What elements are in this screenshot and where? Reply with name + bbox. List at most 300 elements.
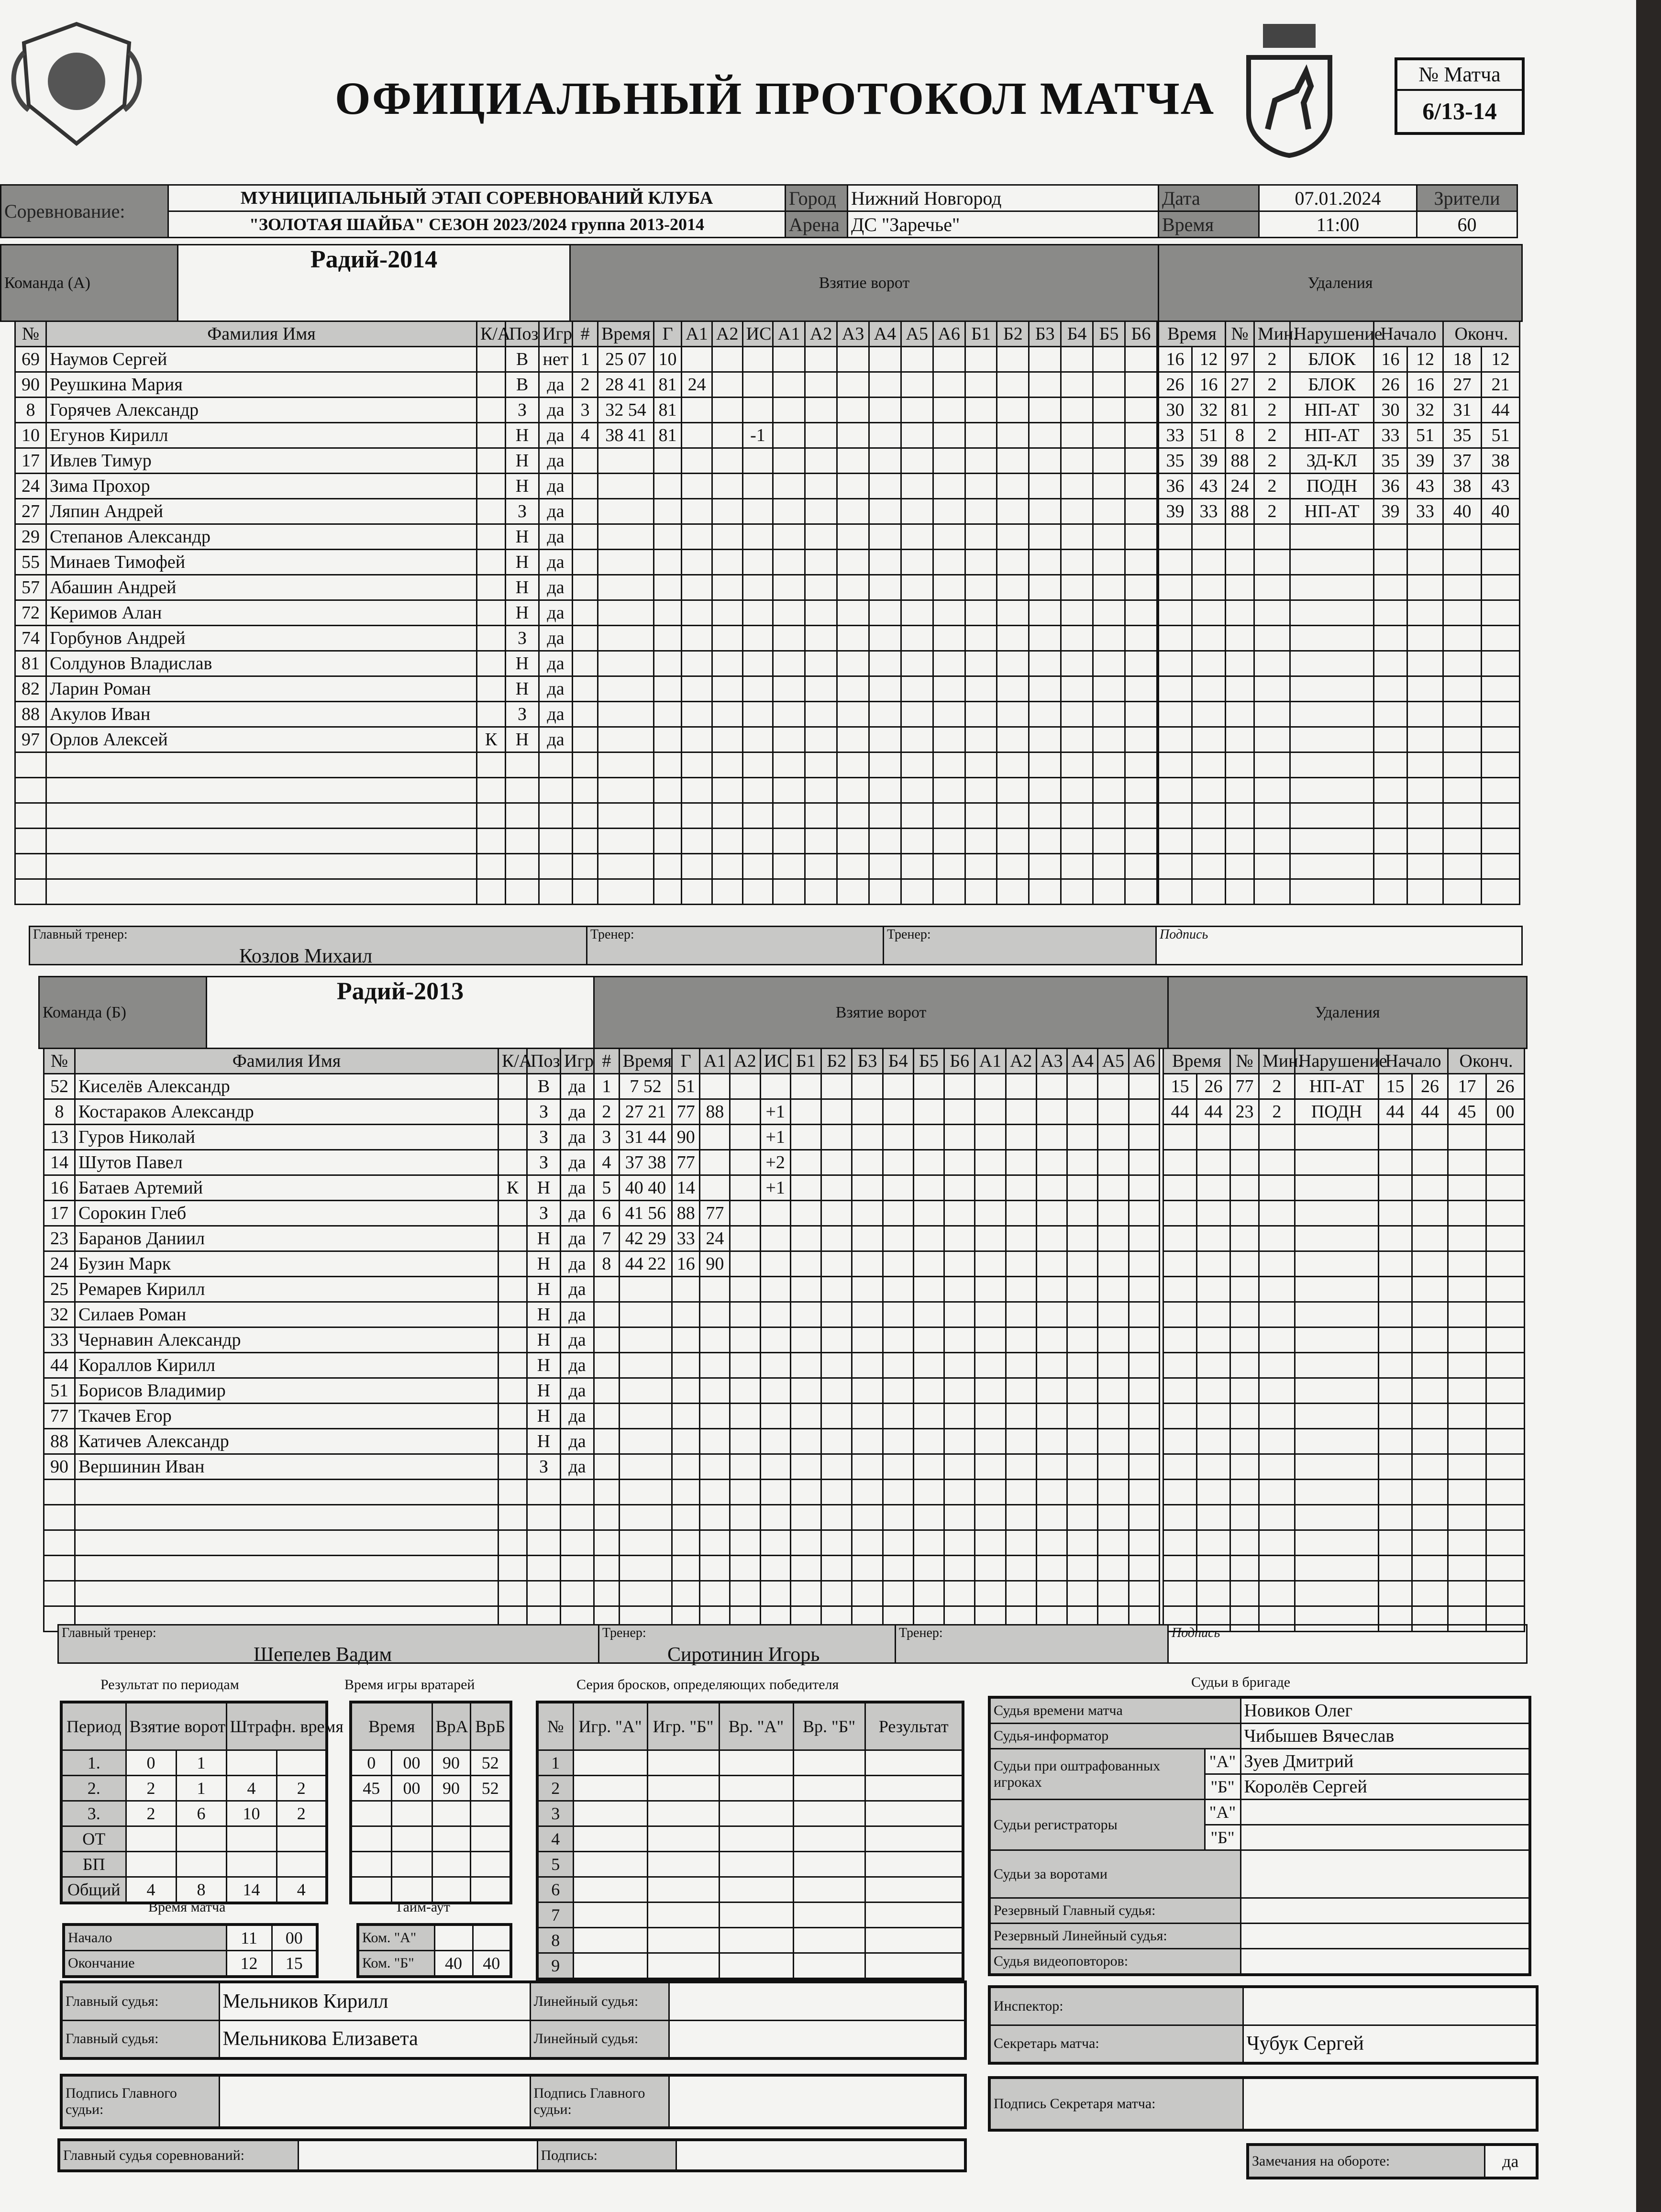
- goal-empty: [653, 727, 681, 752]
- goal-empty: [573, 626, 598, 651]
- pen-offence: [1295, 1277, 1379, 1302]
- time-value: 11:00: [1259, 211, 1417, 238]
- goal-empty: [1029, 474, 1061, 499]
- goal-on-ice: [1006, 1074, 1036, 1099]
- goal-empty: [1098, 1530, 1129, 1556]
- pen-end-min: [1443, 575, 1482, 600]
- pen-col-min: Мин.: [1259, 1049, 1295, 1074]
- player-row: [44, 1378, 594, 1404]
- goal-col-header: А2: [1006, 1049, 1036, 1074]
- pen-offence: [1290, 752, 1374, 778]
- goal-empty: [997, 524, 1029, 550]
- pen-start-min: [1379, 1581, 1412, 1606]
- goal-empty: [944, 1480, 975, 1505]
- shootout-cell: [719, 1877, 793, 1902]
- period-pim-a: 10: [226, 1801, 277, 1826]
- goal-time: 44 22: [619, 1251, 672, 1277]
- shootout-row: [537, 1927, 963, 1953]
- goal-empty: [1036, 1454, 1067, 1480]
- goal-empty: [598, 474, 654, 499]
- penalty-row: [1163, 1125, 1525, 1150]
- pen-min: [1159, 550, 1192, 575]
- pen-end-sec: [1482, 803, 1520, 829]
- goal-empty: [997, 829, 1029, 854]
- goal-empty: [933, 829, 965, 854]
- goal-col-header: А5: [1098, 1049, 1129, 1074]
- goal-empty: [573, 524, 598, 550]
- pen-start-min: [1379, 1404, 1412, 1429]
- goal-strength: -1: [742, 423, 773, 448]
- goalies-table: [349, 1701, 512, 1904]
- goal-on-ice: [933, 423, 965, 448]
- goal-time: 7 52: [619, 1074, 672, 1099]
- goal-empty: [790, 1454, 821, 1480]
- player-captain: [477, 448, 506, 474]
- goal-empty: [837, 727, 869, 752]
- goal-on-ice: [1006, 1099, 1036, 1125]
- goal-row: [573, 702, 1157, 727]
- goal-empty: [1125, 803, 1157, 829]
- player-row: [15, 626, 573, 651]
- goal-empty: [730, 1302, 760, 1327]
- goal-on-ice: [1067, 1150, 1098, 1175]
- pen-sec: [1192, 626, 1226, 651]
- team-b-header: [38, 976, 1528, 1049]
- player-number: 55: [15, 550, 46, 575]
- linesman-2: [669, 2020, 965, 2058]
- goal-empty: [1036, 1302, 1067, 1327]
- player-captain: [498, 1099, 527, 1125]
- player-number: 8: [15, 398, 46, 423]
- player-row: [44, 1581, 594, 1606]
- player-number: 88: [15, 702, 46, 727]
- timeout-b-min: 40: [434, 1951, 473, 1977]
- penalty-row: [1159, 550, 1520, 575]
- goal-empty: [700, 1480, 730, 1505]
- player-number: [15, 879, 46, 905]
- pen-sec: [1197, 1480, 1230, 1505]
- player-captain: [498, 1150, 527, 1175]
- goal-assist-1: [700, 1150, 730, 1175]
- player-name: Ремарев Кирилл: [75, 1277, 498, 1302]
- goal-empty: [742, 854, 773, 879]
- end-min: 15: [272, 1951, 317, 1977]
- shootout-cell: [865, 1801, 963, 1826]
- goal-empty: [933, 626, 965, 651]
- goal-empty: [619, 1454, 672, 1480]
- spectators-value: 60: [1417, 211, 1517, 238]
- goal-col-header: Б4: [883, 1049, 913, 1074]
- goal-empty: [965, 854, 997, 879]
- goalie-time-sec: [391, 1851, 432, 1877]
- goal-empty: [883, 1480, 913, 1505]
- goal-empty: [598, 499, 654, 524]
- penalty-row: [1163, 1429, 1525, 1454]
- goal-on-ice: [805, 372, 837, 398]
- pen-end-min: [1448, 1378, 1486, 1404]
- goal-empty: [901, 626, 933, 651]
- goal-empty: [997, 676, 1029, 702]
- goal-time: 37 38: [619, 1150, 672, 1175]
- goal-empty: [730, 1480, 760, 1505]
- shootout-cell: [865, 1877, 963, 1902]
- pen-offence: [1295, 1480, 1379, 1505]
- goal-empty: [965, 499, 997, 524]
- shootout-row: [537, 1902, 963, 1927]
- period-row: [61, 1801, 327, 1826]
- goal-empty: [1067, 1404, 1098, 1429]
- goal-empty: [901, 752, 933, 778]
- goal-empty: [913, 1302, 944, 1327]
- goal-empty: [1006, 1404, 1036, 1429]
- goalie-time-sec: [391, 1826, 432, 1851]
- goalie-a: [432, 1851, 470, 1877]
- periods-table: [60, 1701, 343, 1904]
- pen-end-sec: [1486, 1175, 1525, 1201]
- player-name: Орлов Алексей: [46, 727, 477, 752]
- goal-empty: [1125, 676, 1157, 702]
- match-number-box: [1395, 57, 1525, 135]
- pen-start-sec: [1407, 676, 1443, 702]
- goal-on-ice: [1125, 372, 1157, 398]
- goal-empty: [869, 752, 901, 778]
- goal-empty: [837, 752, 869, 778]
- goal-row: [594, 1175, 1160, 1201]
- goal-col-header: Время: [598, 321, 654, 347]
- goal-empty: [975, 1530, 1006, 1556]
- pen-start-min: [1374, 778, 1407, 803]
- goal-empty: [1093, 752, 1125, 778]
- goal-empty: [837, 676, 869, 702]
- pen-offence: [1290, 702, 1374, 727]
- goal-empty: [913, 1429, 944, 1454]
- shootout-cell: [573, 1902, 647, 1927]
- pen-end-sec: [1486, 1251, 1525, 1277]
- goal-empty: [682, 803, 712, 829]
- pen-offence: ЗД-КЛ: [1290, 448, 1374, 474]
- player-number: 90: [15, 372, 46, 398]
- goal-empty: [773, 727, 805, 752]
- goal-on-ice: [901, 372, 933, 398]
- goal-on-ice: [913, 1150, 944, 1175]
- pen-offence: БЛОК: [1290, 347, 1374, 372]
- match-time-title: Время матча: [148, 1899, 226, 1915]
- penalty-row: [1159, 727, 1520, 752]
- goal-empty: [933, 575, 965, 600]
- goal-empty: [1093, 474, 1125, 499]
- penalty-row: [1163, 1454, 1525, 1480]
- goal-empty: [742, 474, 773, 499]
- pen-offence: НП-АТ: [1290, 423, 1374, 448]
- pen-player: [1230, 1226, 1259, 1251]
- goal-empty: [805, 752, 837, 778]
- player-row: [15, 423, 573, 448]
- goal-strength: [742, 372, 773, 398]
- player-position: [506, 778, 539, 803]
- goal-empty: [869, 829, 901, 854]
- player-number: [44, 1505, 75, 1530]
- goal-empty: [965, 778, 997, 803]
- goal-empty: [742, 727, 773, 752]
- shootout-col-header: Игр. "А": [573, 1702, 647, 1750]
- player-number: 23: [44, 1226, 75, 1251]
- pen-player: [1226, 778, 1254, 803]
- pen-offence: [1290, 575, 1374, 600]
- shootout-cell: [719, 1801, 793, 1826]
- goal-empty: [653, 474, 681, 499]
- player-played: [561, 1581, 594, 1606]
- pen-min: [1159, 727, 1192, 752]
- pen-start-sec: [1412, 1581, 1448, 1606]
- goal-on-ice: [901, 398, 933, 423]
- team-b-label: Команда (Б): [39, 977, 207, 1049]
- goal-empty: [653, 448, 681, 474]
- goal-empty: [1125, 702, 1157, 727]
- goal-on-ice: [852, 1251, 883, 1277]
- goal-empty: [1125, 600, 1157, 626]
- goal-empty: [619, 1302, 672, 1327]
- pen-min: [1163, 1277, 1197, 1302]
- pen-player: 8: [1226, 423, 1254, 448]
- goal-row: [573, 803, 1157, 829]
- goal-empty: [1061, 626, 1093, 651]
- player-captain: [477, 474, 506, 499]
- goal-empty: [901, 829, 933, 854]
- pen-minutes: [1254, 626, 1290, 651]
- player-captain: [498, 1429, 527, 1454]
- player-played: да: [539, 448, 573, 474]
- pen-start-sec: [1412, 1201, 1448, 1226]
- goal-on-ice: [944, 1226, 975, 1251]
- player-position: З: [527, 1201, 561, 1226]
- pen-start-min: [1379, 1125, 1412, 1150]
- goal-empty: [852, 1302, 883, 1327]
- pen-minutes: [1259, 1505, 1295, 1530]
- goal-empty: [821, 1327, 852, 1353]
- pen-start-sec: [1412, 1302, 1448, 1327]
- player-row: [15, 398, 573, 423]
- shootout-cell: [647, 1801, 719, 1826]
- goal-empty: [852, 1277, 883, 1302]
- goal-empty: [672, 1429, 700, 1454]
- pen-offence: [1295, 1556, 1379, 1581]
- shootout-number: 2: [537, 1775, 573, 1801]
- pen-player: [1230, 1556, 1259, 1581]
- pen-end-sec: [1486, 1277, 1525, 1302]
- goal-empty: [1029, 702, 1061, 727]
- goal-empty: [1129, 1378, 1159, 1404]
- goal-col-header: Г: [672, 1049, 700, 1074]
- pen-start-min: 16: [1374, 347, 1407, 372]
- goal-on-ice: [883, 1125, 913, 1150]
- pen-min: [1159, 752, 1192, 778]
- pen-minutes: 2: [1254, 347, 1290, 372]
- goal-col-header: А5: [901, 321, 933, 347]
- player-captain: [477, 575, 506, 600]
- pen-start-sec: [1412, 1556, 1448, 1581]
- goal-empty: [869, 575, 901, 600]
- goal-empty: [883, 1353, 913, 1378]
- player-captain: [498, 1480, 527, 1505]
- pen-start-sec: 44: [1412, 1099, 1448, 1125]
- pen-end-min: [1448, 1277, 1486, 1302]
- goal-empty: [997, 499, 1029, 524]
- pen-offence: [1290, 524, 1374, 550]
- goal-empty: [1061, 778, 1093, 803]
- goal-empty: [805, 702, 837, 727]
- goal-empty: [598, 651, 654, 676]
- pen-min: 15: [1163, 1074, 1197, 1099]
- goal-empty: [944, 1353, 975, 1378]
- goal-on-ice: [913, 1074, 944, 1099]
- goal-empty: [933, 702, 965, 727]
- pen-player: [1230, 1378, 1259, 1404]
- pen-start-min: [1374, 702, 1407, 727]
- goal-on-ice: [975, 1201, 1006, 1226]
- team-b-penalties-title: Удаления: [1168, 977, 1527, 1049]
- goal-on-ice: [790, 1175, 821, 1201]
- goal-empty: [773, 499, 805, 524]
- pen-sec: [1197, 1581, 1230, 1606]
- goal-empty: [682, 829, 712, 854]
- pen-end-sec: 26: [1486, 1074, 1525, 1099]
- penalty-row: [1163, 1378, 1525, 1404]
- player-played: да: [539, 727, 573, 752]
- pen-offence: ПОДН: [1295, 1099, 1379, 1125]
- goal-empty: [869, 778, 901, 803]
- penalty-row: [1159, 803, 1520, 829]
- shootout-row: [537, 1851, 963, 1877]
- player-played: да: [539, 676, 573, 702]
- goal-empty: [1129, 1581, 1159, 1606]
- team-b-roster: [43, 1048, 595, 1632]
- player-number: 88: [44, 1429, 75, 1454]
- goal-on-ice: [1006, 1251, 1036, 1277]
- goal-empty: [805, 803, 837, 829]
- goal-row: [594, 1150, 1160, 1175]
- goal-empty: [901, 575, 933, 600]
- player-name: [46, 854, 477, 879]
- player-row: [44, 1251, 594, 1277]
- pen-end-sec: 00: [1486, 1099, 1525, 1125]
- player-number: 24: [15, 474, 46, 499]
- goal-on-ice: [1067, 1251, 1098, 1277]
- pen-end-min: [1448, 1530, 1486, 1556]
- goal-empty: [773, 575, 805, 600]
- player-position: [506, 752, 539, 778]
- pen-player: [1226, 575, 1254, 600]
- shootout-cell: [573, 1750, 647, 1775]
- time-label: Время: [1159, 211, 1259, 238]
- player-position: З: [506, 702, 539, 727]
- goal-empty: [1129, 1277, 1159, 1302]
- player-number: [44, 1581, 75, 1606]
- goal-empty: [730, 1353, 760, 1378]
- notes-value: да: [1484, 2145, 1537, 2178]
- goalies-col-b: ВрБ: [470, 1702, 511, 1750]
- pen-end-sec: [1486, 1327, 1525, 1353]
- goal-empty: [1036, 1353, 1067, 1378]
- pen-end-min: [1448, 1302, 1486, 1327]
- player-position: [527, 1556, 561, 1581]
- main1-label: Главный судья:: [61, 1982, 219, 2020]
- goal-empty: [913, 1530, 944, 1556]
- pen-player: [1230, 1125, 1259, 1150]
- team-b-name: Радий-2013: [207, 977, 594, 1049]
- goal-empty: [682, 752, 712, 778]
- player-number: 10: [15, 423, 46, 448]
- goalie-row: [351, 1826, 511, 1851]
- penalty-row: [1159, 879, 1520, 905]
- goal-row: [594, 1530, 1160, 1556]
- goal-empty: [1098, 1302, 1129, 1327]
- pen-end-sec: 12: [1482, 347, 1520, 372]
- goal-empty: [805, 499, 837, 524]
- player-played: да: [561, 1454, 594, 1480]
- pen-start-sec: 51: [1407, 423, 1443, 448]
- pen-end-min: [1448, 1480, 1486, 1505]
- period-goals-b: 8: [176, 1877, 226, 1903]
- goal-col-header: Б3: [852, 1049, 883, 1074]
- goal-on-ice: [1125, 347, 1157, 372]
- goal-on-ice: [852, 1201, 883, 1226]
- player-captain: [477, 676, 506, 702]
- player-name: Кораллов Кирилл: [75, 1353, 498, 1378]
- goal-empty: [773, 651, 805, 676]
- goal-empty: [1006, 1302, 1036, 1327]
- reserve-line-label: Резервный Линейный судья:: [989, 1924, 1240, 1949]
- goal-row: [573, 651, 1157, 676]
- goal-empty: [700, 1530, 730, 1556]
- goal-empty: [933, 651, 965, 676]
- player-played: [561, 1505, 594, 1530]
- player-played: [539, 778, 573, 803]
- penalty-row: [1163, 1480, 1525, 1505]
- pen-start-min: [1374, 626, 1407, 651]
- goal-on-ice: [1036, 1201, 1067, 1226]
- goal-empty: [653, 702, 681, 727]
- goal-on-ice: [852, 1226, 883, 1251]
- goalie-time-min: [351, 1851, 391, 1877]
- goal-empty: [1036, 1581, 1067, 1606]
- goal-on-ice: [869, 347, 901, 372]
- goal-scorer: 33: [672, 1226, 700, 1251]
- goal-empty: [944, 1454, 975, 1480]
- pen-sec: [1197, 1378, 1230, 1404]
- pen-start-sec: [1412, 1277, 1448, 1302]
- goal-empty: [1125, 651, 1157, 676]
- player-number: 74: [15, 626, 46, 651]
- goal-on-ice: [965, 372, 997, 398]
- goal-empty: [1129, 1480, 1159, 1505]
- goal-row: [573, 448, 1157, 474]
- goal-empty: [1125, 752, 1157, 778]
- pen-player: [1230, 1454, 1259, 1480]
- goal-empty: [760, 1378, 790, 1404]
- shootout-cell: [793, 1953, 865, 1979]
- goal-empty: [1061, 879, 1093, 905]
- player-captain: [498, 1074, 527, 1099]
- goal-empty: [594, 1378, 620, 1404]
- video-judge: [1240, 1949, 1530, 1975]
- player-number: 33: [44, 1327, 75, 1353]
- player-number: 69: [15, 347, 46, 372]
- goal-empty: [997, 626, 1029, 651]
- goal-empty: [965, 829, 997, 854]
- goal-empty: [1125, 879, 1157, 905]
- goal-empty: [730, 1581, 760, 1606]
- player-row: [15, 778, 573, 803]
